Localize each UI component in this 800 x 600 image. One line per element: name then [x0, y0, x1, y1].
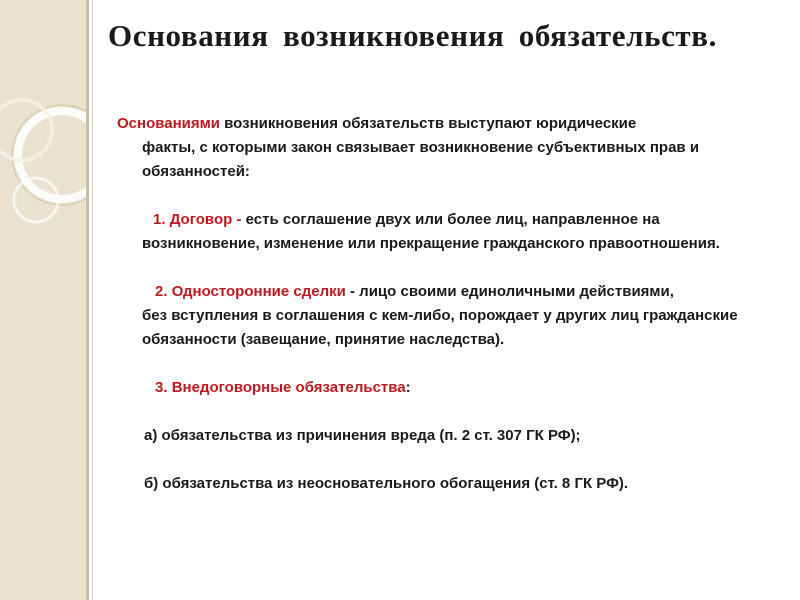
side-divider-line-thin [92, 0, 93, 600]
intro-paragraph [117, 112, 789, 184]
item-1-text-line1: есть соглашение двух или более лиц, направленное на [245, 211, 660, 228]
intro-text-line1: возникновения обязательств выступают юридические [219, 115, 637, 132]
slide-title: Основания возникновения обязательств. [108, 18, 717, 53]
sub-item-b: б) обязательства из неосновательного обогащения (ст. 8 ГК РФ). [144, 475, 629, 492]
decorative-rings-icon [0, 60, 86, 260]
item-3-number: 3. [155, 379, 172, 396]
item-2-number: 2. [155, 283, 172, 300]
item-2-dash: - [345, 283, 360, 300]
sub-item-a: а) обязательства из причинения вреда (п. 2 ст. 307 ГК РФ); [144, 427, 581, 444]
item-1-term: Договор - [169, 211, 246, 228]
item-1 [117, 208, 789, 256]
item-2 [117, 280, 789, 352]
slide-body [117, 112, 789, 496]
item-3-term: Внедоговорные обязательства [171, 379, 406, 396]
item-3-colon: : [405, 379, 411, 396]
item-3 [117, 376, 789, 400]
item-1-number: 1. [153, 211, 170, 228]
item-2-text-more: без вступления в соглашения с кем-либо, порождает у других лиц гражданские обязанности (завещание, принятие наследства). [142, 307, 738, 348]
item-1-text-more: возникновение, изменение или прекращение гражданского правоотношения. [142, 235, 720, 252]
side-divider-line [86, 0, 89, 600]
intro-lead-term: Основаниями [117, 115, 220, 132]
decorative-side-band [0, 0, 86, 600]
intro-text-more: факты, с которыми закон связывает возникновение субъективных прав и обязанностей: [142, 139, 700, 180]
item-2-text-line1: лицо своими единоличными действиями, [359, 283, 674, 300]
item-2-term: Односторонние сделки [171, 283, 346, 300]
